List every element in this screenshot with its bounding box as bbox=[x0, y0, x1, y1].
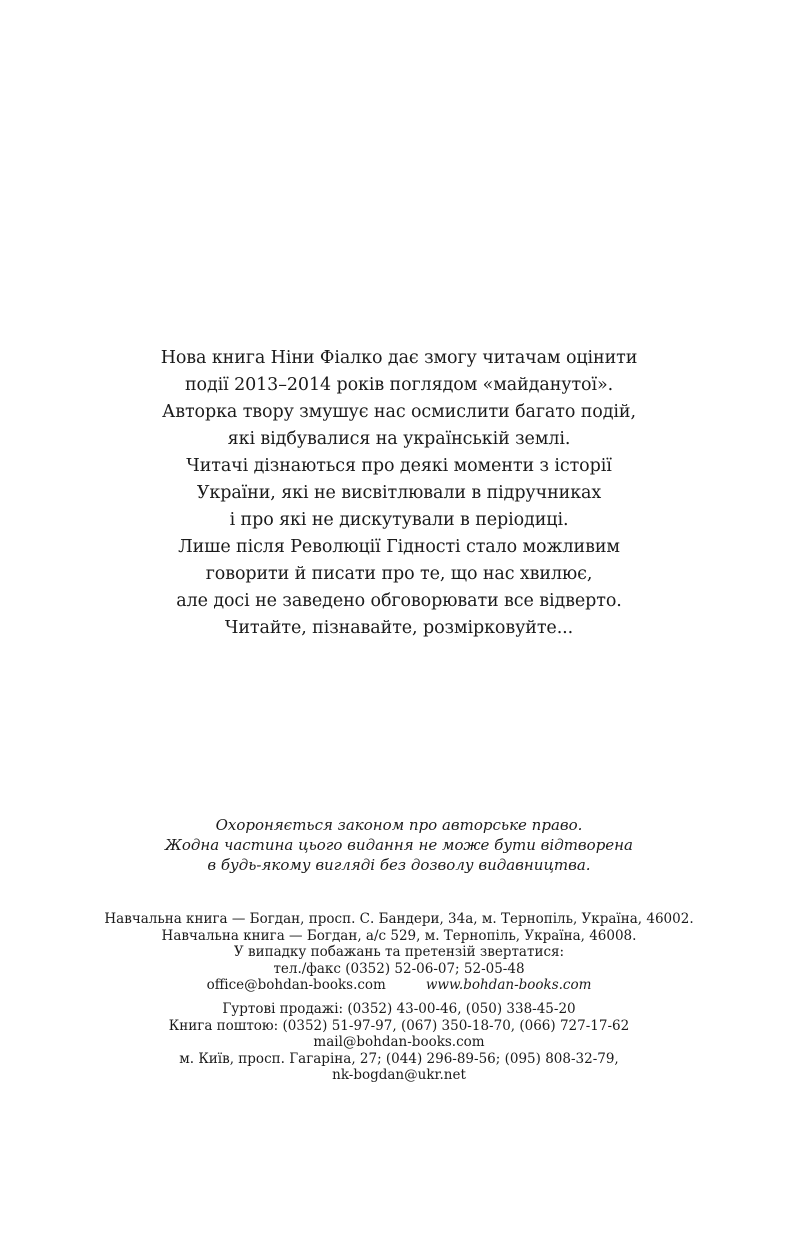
annotation-line: Нова книга Ніни Фіалко дає змогу читачам оцінити bbox=[160, 348, 638, 368]
publisher-po-box: Навчальна книга — Богдан, а/с 529, м. Тернопіль, Україна, 46008. bbox=[161, 927, 637, 944]
annotation-line: які відбувалися на українській землі. bbox=[227, 429, 571, 449]
email-website-row bbox=[0, 977, 798, 994]
copyright-line: в будь-якому вигляді без дозволу видавництва. bbox=[207, 856, 591, 874]
phone-fax: тел./факс (0352) 52-06-07; 52-05-48 bbox=[273, 960, 525, 977]
annotation-line: і про які не дискутували в періодиці. bbox=[229, 510, 569, 530]
book-annotation bbox=[0, 345, 798, 642]
contact-intro: У випадку побажань та претензій звертатися: bbox=[233, 944, 565, 960]
wholesale-phones: Гуртові продажі: (0352) 43-00-46, (050) 338-45-20 bbox=[222, 1001, 576, 1017]
publisher-address: Навчальна книга — Богдан, просп. С. Бандери, 34а, м. Тернопіль, Україна, 46002. bbox=[104, 911, 694, 927]
mail-order-email: mail@bohdan-books.com bbox=[313, 1034, 485, 1050]
sales-info bbox=[0, 1001, 798, 1084]
website: www.bohdan-books.com bbox=[425, 977, 592, 993]
annotation-line: Читачі дізнаються про деякі моменти з історії bbox=[186, 456, 612, 476]
office-email: office@bohdan-books.com bbox=[206, 977, 386, 993]
publisher-info bbox=[0, 911, 798, 994]
kyiv-address: м. Київ, просп. Гагаріна, 27; (044) 296-89-56; (095) 808-32-79, bbox=[179, 1050, 619, 1067]
kyiv-email: nk-bogdan@ukr.net bbox=[332, 1067, 466, 1083]
mail-order-phones: Книга поштою: (0352) 51-97-97, (067) 350-18-70, (066) 727-17-62 bbox=[168, 1017, 630, 1034]
annotation-line: Авторка твору змушує нас осмислити багато подій, bbox=[162, 402, 636, 422]
annotation-line: але досі не заведено обговорювати все відверто. bbox=[176, 591, 622, 611]
annotation-line: говорити й писати про те, що нас хвилює, bbox=[205, 564, 593, 584]
annotation-line: Лише після Революції Гідності стало можливим bbox=[178, 537, 620, 557]
copyright-line: Охороняється законом про авторське право. bbox=[215, 816, 583, 834]
copyright-line: Жодна частина цього видання не може бути відтворена bbox=[165, 836, 633, 854]
annotation-line: України, які не висвітлювали в підручниках bbox=[196, 483, 602, 503]
copyright-notice bbox=[0, 815, 798, 875]
annotation-line: події 2013–2014 років поглядом «майданутої». bbox=[184, 375, 614, 395]
annotation-line: Читайте, пізнавайте, розмірковуйте... bbox=[224, 618, 574, 638]
